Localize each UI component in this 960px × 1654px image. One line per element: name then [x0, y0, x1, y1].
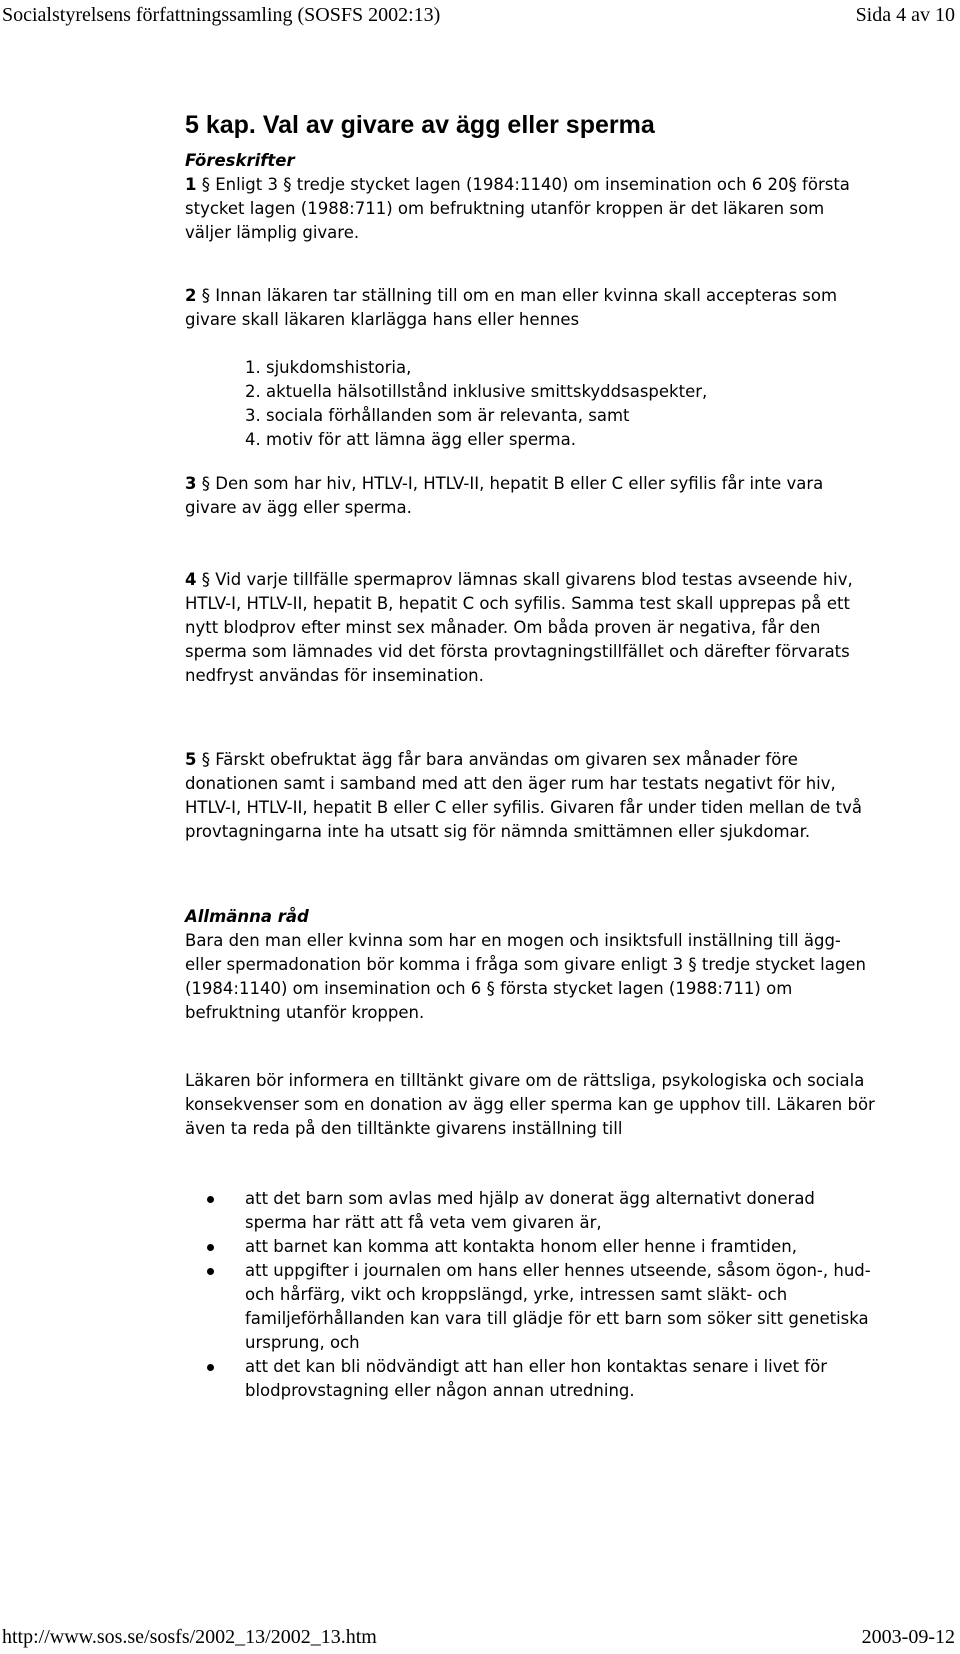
section-1 — [185, 149, 875, 245]
section-2 — [185, 284, 875, 452]
general-advice — [185, 905, 875, 1025]
list-item — [185, 1187, 875, 1235]
section-5-text — [185, 748, 875, 844]
text-run: första stycket lagen (1988:711) om befruktning utanför kroppen. — [185, 979, 793, 1022]
bullet-text: att barnet kan komma att kontakta honom eller henne i framtiden, — [245, 1237, 797, 1256]
bullet-icon — [207, 1268, 214, 1275]
section-3-text — [185, 472, 875, 520]
paragraph-symbol: § — [201, 750, 210, 769]
list-item: 1. sjukdomshistoria, — [245, 358, 412, 377]
list-item: 3. sociala förhållanden som är relevanta, samt — [245, 406, 630, 425]
text-run: Enligt 3 — [215, 175, 278, 194]
list-item — [185, 1235, 875, 1259]
footer-url-link[interactable]: http://www.sos.se/sosfs/2002_13/2002_13.htm — [2, 1626, 377, 1648]
paragraph-symbol: § — [201, 175, 210, 194]
page-footer — [0, 1626, 960, 1654]
text-run: Färskt obefruktat ägg får bara användas om givaren sex månader före donationen samt i samband med att den äger rum har testats negativt för hiv, HTLV-I, HTLV-II, hepatit B eller C eller syfilis. Givaren får under tiden mellan de två provtagningarna inte ha utsatt sig för nämnda smittämnen eller sjukdomar. — [185, 750, 862, 841]
text-run: 20 — [767, 175, 789, 194]
chapter-title: 5 kap. Val av givare av ägg eller sperma — [185, 111, 655, 139]
section-2-text — [185, 284, 875, 332]
advice-paragraph-1 — [185, 929, 875, 1025]
advice-heading: Allmänna råd — [185, 907, 309, 926]
paragraph-symbol: § — [201, 570, 210, 589]
section-number: 3 — [185, 474, 197, 493]
section-number: 4 — [185, 570, 197, 589]
paragraph-symbol: § — [201, 474, 210, 493]
section-number: 1 — [185, 175, 197, 194]
text-run: Den som har hiv, HTLV-I, HTLV-II, hepatit B eller C eller syfilis får inte vara givare av ägg eller sperma. — [185, 474, 824, 517]
paragraph-symbol: § — [788, 175, 797, 194]
header-publication: Socialstyrelsens författningssamling (SOSFS 2002:13) — [2, 4, 441, 26]
list-item: 2. aktuella hälsotillstånd inklusive smittskyddsaspekter, — [245, 382, 708, 401]
footer-date: 2003-09-12 — [861, 1626, 955, 1648]
bullet-text: att det kan bli nödvändigt att han eller hon kontaktas senare i livet för blodprovstagning eller någon annan utredning. — [245, 1357, 828, 1400]
advice-paragraph-2-block — [185, 1069, 875, 1141]
text-run: tredje stycket lagen (1984:1140) om insemination och 6 — [185, 955, 866, 998]
section-5 — [185, 748, 875, 844]
section-4 — [185, 568, 875, 688]
section-3 — [185, 472, 875, 520]
numbered-list — [185, 356, 875, 452]
section-number: 5 — [185, 750, 197, 769]
text-run: Bara den man eller kvinna som har en mogen och insiktsfull inställning till ägg- eller spermadonation bör komma i fråga som givare enligt 3 — [185, 931, 841, 974]
bullet-text: att det barn som avlas med hjälp av donerat ägg alternativt donerad sperma har rätt att få veta vem givaren är, — [245, 1189, 815, 1232]
bullet-icon — [207, 1196, 214, 1203]
paragraph-symbol: § — [486, 979, 495, 998]
page-header — [0, 4, 960, 34]
bullet-list — [185, 1187, 875, 1403]
text-run: första stycket lagen (1988:711) om befruktning utanför kroppen är det läkaren som väljer lämplig givare. — [185, 175, 850, 242]
paragraph-symbol: § — [688, 955, 697, 974]
list-item — [185, 1355, 875, 1403]
bullet-text: att uppgifter i journalen om hans eller hennes utseende, såsom ögon-, hud- och hårfärg, vikt och kroppslängd, yrke, intressen samt släkt- och familjeförhållanden kan vara till glädje för ett barn som söker sitt genetiska ursprung, och — [245, 1261, 871, 1352]
header-page-number: Sida 4 av 10 — [855, 4, 955, 26]
list-item — [185, 1259, 875, 1355]
advice-bullets — [185, 1187, 875, 1403]
text-run: Innan läkaren tar ställning till om en man eller kvinna skall accepteras som givare skall läkaren klarlägga hans eller hennes — [185, 286, 838, 329]
text-run: tredje stycket lagen (1984:1140) om insemination och 6 — [296, 175, 763, 194]
subheading-foreskrifter: Föreskrifter — [185, 151, 295, 170]
advice-paragraph-2: Läkaren bör informera en tilltänkt givare om de rättsliga, psykologiska och sociala konsekvenser som en donation av ägg eller sperma kan ge upphov till. Läkaren bör även ta reda på den tilltänkte givarens inställning till — [185, 1071, 875, 1138]
section-1-text — [185, 173, 875, 245]
paragraph-symbol: § — [283, 175, 292, 194]
section-number: 2 — [185, 286, 197, 305]
paragraph-symbol: § — [201, 286, 210, 305]
bullet-icon — [207, 1364, 214, 1371]
list-item: 4. motiv för att lämna ägg eller sperma. — [245, 430, 576, 449]
bullet-icon — [207, 1244, 214, 1251]
text-run: Vid varje tillfälle spermaprov lämnas skall givarens blod testas avseende hiv, HTLV-I, HTLV-II, hepatit B, hepatit C och syfilis. Samma test skall upprepas på ett nytt blodprov efter minst sex månader. Om båda proven är negativa, får den sperma som lämnades vid det första provtagningstillfället och därefter förvarats nedfryst användas för insemination. — [185, 570, 853, 685]
section-4-text — [185, 568, 875, 688]
